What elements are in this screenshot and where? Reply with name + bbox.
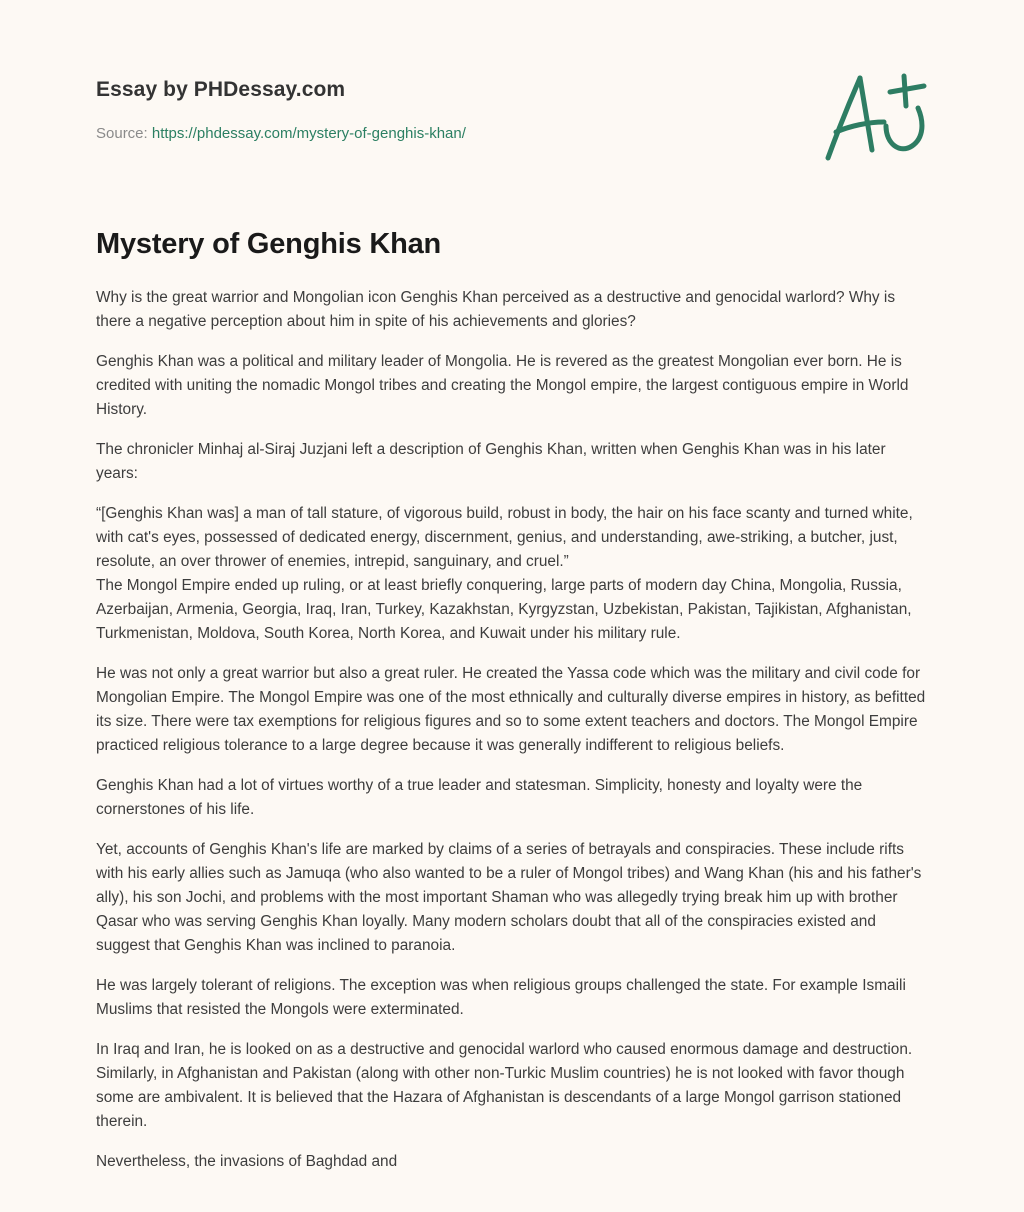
brand-title: Essay by PHDessay.com	[96, 78, 346, 101]
essay-header	[96, 76, 796, 144]
paragraph: Nevertheless, the invasions of Baghdad and	[96, 1153, 398, 1170]
paragraph: He was largely tolerant of religions. The exception was when religious groups challenged the state. For example Ismaili Muslims that resisted the Mongols were exterminated.	[96, 977, 906, 1018]
source-label: Source:	[96, 125, 148, 142]
paragraph: Yet, accounts of Genghis Khan's life are marked by claims of a series of betrayals and conspiracies. These include rifts with his early allies such as Jamuqa (who also wanted to be a ruler of Mongol tribes) and Wang Khan (his and his father's ally), his son Jochi, and problems with the most important Shaman who was allegedly trying break him up with brother Qasar who was serving Genghis Khan loyally. Many modern scholars doubt that all of the conspiracies existed and suggest that Genghis Khan was inclined to paranoia.	[96, 841, 922, 954]
source-link[interactable]: https://phdessay.com/mystery-of-genghis-khan/	[151, 125, 466, 142]
paragraph: The chronicler Minhaj al-Siraj Juzjani left a description of Genghis Khan, written when Genghis Khan was in his later years:	[96, 441, 886, 482]
paragraph: Why is the great warrior and Mongolian icon Genghis Khan perceived as a destructive and genocidal warlord? Why is there a negative perception about him in spite of his achievements and glories?	[96, 289, 896, 330]
paragraph: Genghis Khan was a political and military leader of Mongolia. He is revered as the greatest Mongolian ever born. He is credited with uniting the nomadic Mongol tribes and creating the Mongol empire, the largest contiguous empire in World History.	[96, 353, 909, 418]
paragraph: Genghis Khan had a lot of virtues worthy of a true leader and statesman. Simplicity, honesty and loyalty were the cornerstones of his life.	[96, 777, 863, 818]
paragraph: The Mongol Empire ended up ruling, or at least briefly conquering, large parts of modern day China, Mongolia, Russia, Azerbaijan, Armenia, Georgia, Iraq, Iran, Turkey, Kazakhstan, Kyrgyzstan, Uzbekistan, Pakistan, Tajikistan, Afghanistan, Turkmenistan, Moldova, South Korea, North Korea, and Kuwait under his military rule.	[96, 577, 912, 642]
source-line	[96, 124, 796, 144]
essay-body	[96, 286, 930, 1190]
paragraph: In Iraq and Iran, he is looked on as a destructive and genocidal warlord who caused enormous damage and destruction. Similarly, in Afghanistan and Pakistan (along with other non-Turkic Muslim countries) he is not looked with favor though some are ambivalent. It is believed that the Hazara of Afghanistan is descendants of a large Mongol garrison stationed therein.	[96, 1041, 913, 1130]
essay-title: Mystery of Genghis Khan	[96, 228, 442, 260]
a-plus-grade-icon	[820, 66, 932, 166]
paragraph: He was not only a great warrior but also a great ruler. He created the Yassa code which was the military and civil code for Mongolian Empire. The Mongol Empire was one of the most ethnically and culturally diverse empires in history, as befitted its size. There were tax exemptions for religious figures and so to some extent teachers and doctors. The Mongol Empire practiced religious tolerance to a large degree because it was generally indifferent to religious beliefs.	[96, 665, 926, 754]
quote-paragraph: “[Genghis Khan was] a man of tall stature, of vigorous build, robust in body, the hair on his face scanty and turned white, with cat's eyes, possessed of dedicated energy, discernment, genius, and understanding, awe-striking, a butcher, just, resolute, an over thrower of enemies, intrepid, sanguinary, and cruel.”	[96, 505, 913, 570]
